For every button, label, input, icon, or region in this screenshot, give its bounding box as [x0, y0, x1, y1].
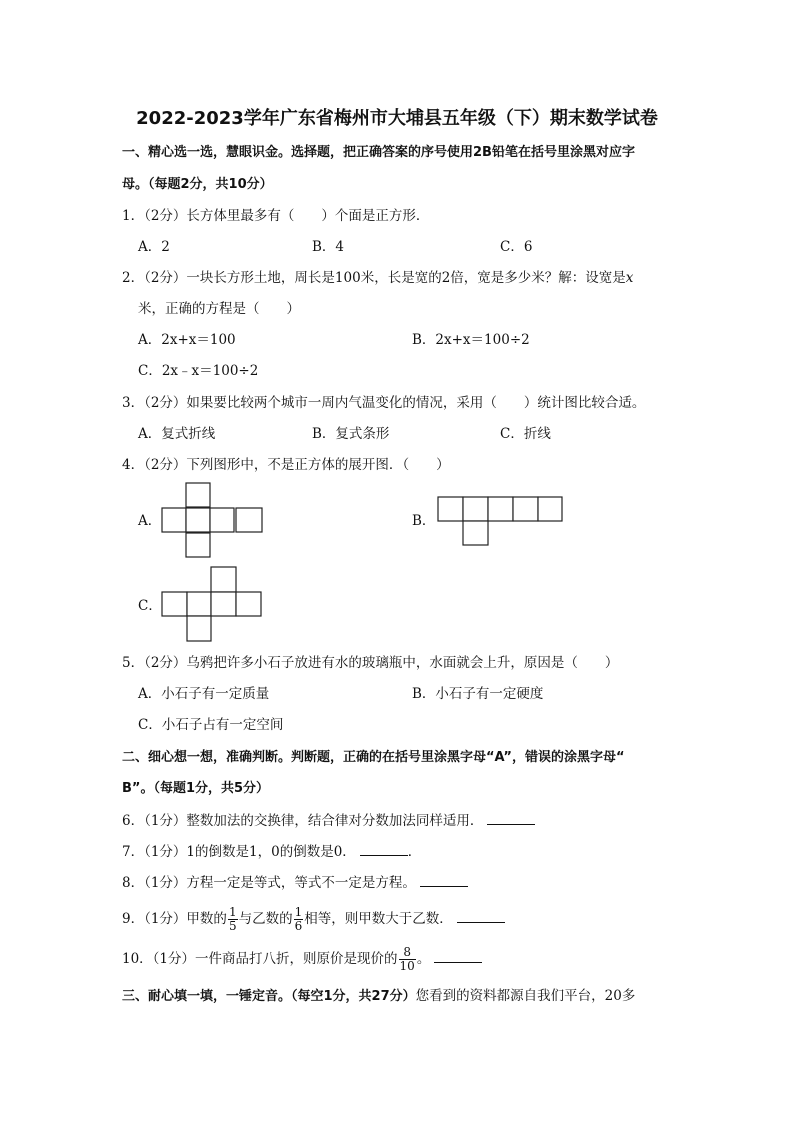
q10-answer-blank[interactable] — [434, 952, 482, 963]
q3-option-b[interactable]: B．复式条形 — [312, 426, 390, 442]
q10-fraction — [399, 946, 416, 972]
q10-stem-part1: 10．（1分）一件商品打八折，则原价是现价的 — [122, 951, 398, 967]
q2-variable: x — [625, 270, 634, 286]
q9-fraction-2 — [294, 906, 304, 932]
q2-option-c[interactable]: C．2x﹣x＝100÷2 — [138, 363, 259, 379]
q3-option-c[interactable]: C．折线 — [500, 426, 551, 442]
q4-option-c[interactable]: C． — [138, 598, 162, 614]
q7-answer-blank[interactable] — [360, 845, 408, 856]
question-2-line2: 米，正确的方程是（ ） — [138, 301, 300, 317]
q9-stem-part1: 9．（1分）甲数的 — [122, 911, 227, 927]
q9-stem-part2: 与乙数的 — [238, 911, 293, 927]
q8-stem: 8．（1分）方程一定是等式，等式不一定是方程。 — [122, 875, 416, 891]
q2-option-b[interactable]: B．2x+x＝100÷2 — [412, 332, 530, 348]
q4-net-b-figure — [436, 495, 566, 549]
question-2-line1 — [122, 272, 633, 286]
q2-option-a[interactable]: A．2x+x＝100 — [138, 332, 236, 348]
section1-heading-line2: 母。（每题2分，共10分） — [122, 177, 273, 192]
question-4: 4．（2分）下列图形中，不是正方体的展开图．（ ） — [122, 457, 450, 473]
section3-heading — [122, 990, 635, 1004]
q9-stem-part3: 相等，则甲数大于乙数． — [304, 911, 453, 927]
question-9 — [122, 904, 505, 934]
question-8 — [122, 876, 468, 891]
q9-fraction-2-numerator: 1 — [294, 905, 303, 920]
q9-answer-blank[interactable] — [457, 912, 505, 923]
question-7 — [122, 845, 421, 860]
section3-heading-note: 您看到的资料都源自我们平台，20多 — [415, 988, 636, 1004]
q4-option-b[interactable]: B． — [412, 513, 436, 529]
q9-fraction-2-denominator: 6 — [294, 919, 303, 933]
q2-stem-part1: 2．（2分）一块长方形土地，周长是100米，长是宽的2倍，宽是多少米？解：设宽是 — [122, 270, 626, 286]
q7-stem: 7．（1分）1的倒数是1，0的倒数是0． — [122, 844, 356, 860]
q3-option-a[interactable]: A．复式折线 — [138, 426, 216, 442]
q8-answer-blank[interactable] — [420, 876, 468, 887]
section1-heading-line1: 一、精心选一选，慧眼识金。选择题，把正确答案的序号使用2B铅笔在括号里涂黑对应字 — [122, 145, 635, 160]
question-10 — [122, 944, 482, 974]
question-1: 1．（2分）长方体里最多有（ ）个面是正方形． — [122, 208, 430, 224]
q6-stem: 6．（1分）整数加法的交换律，结合律对分数加法同样适用． — [122, 813, 484, 829]
q5-option-c[interactable]: C．小石子占有一定空间 — [138, 717, 284, 733]
q7-end: ． — [407, 844, 422, 860]
q4-net-a-figure — [160, 481, 265, 561]
q1-option-c[interactable]: C．6 — [500, 239, 533, 255]
q5-option-a[interactable]: A．小石子有一定质量 — [138, 686, 270, 702]
q9-fraction-1-denominator: 5 — [228, 919, 237, 933]
q10-fraction-numerator: 8 — [399, 946, 416, 960]
q9-fraction-1 — [228, 906, 238, 932]
q6-answer-blank[interactable] — [487, 814, 535, 825]
q1-option-b[interactable]: B．4 — [312, 239, 345, 255]
q4-net-c-figure — [160, 565, 265, 645]
section3-heading-bold: 三、耐心填一填，一锤定音。（每空1分，共27分） — [122, 989, 416, 1004]
question-3: 3．（2分）如果要比较两个城市一周内气温变化的情况，采用（ ）统计图比较合适。 — [122, 395, 646, 411]
section2-heading-line1: 二、细心想一想，准确判断。判断题，正确的在括号里涂黑字母“A”，错误的涂黑字母“ — [122, 750, 625, 765]
q4-option-a[interactable]: A． — [138, 513, 162, 529]
q10-stem-part2: 。 — [416, 951, 431, 967]
q10-fraction-denominator: 10 — [399, 959, 415, 973]
section2-heading-line2: B”。（每题1分，共5分） — [122, 781, 270, 796]
q5-option-b[interactable]: B．小石子有一定硬度 — [412, 686, 544, 702]
q1-option-a[interactable]: A．2 — [138, 239, 170, 255]
question-5: 5．（2分）乌鸦把许多小石子放进有水的玻璃瓶中，水面就会上升，原因是（ ） — [122, 655, 619, 671]
page-title: 2022-2023学年广东省梅州市大埔县五年级（下）期末数学试卷 — [136, 108, 658, 129]
question-6 — [122, 814, 535, 829]
q9-fraction-1-numerator: 1 — [228, 905, 237, 920]
